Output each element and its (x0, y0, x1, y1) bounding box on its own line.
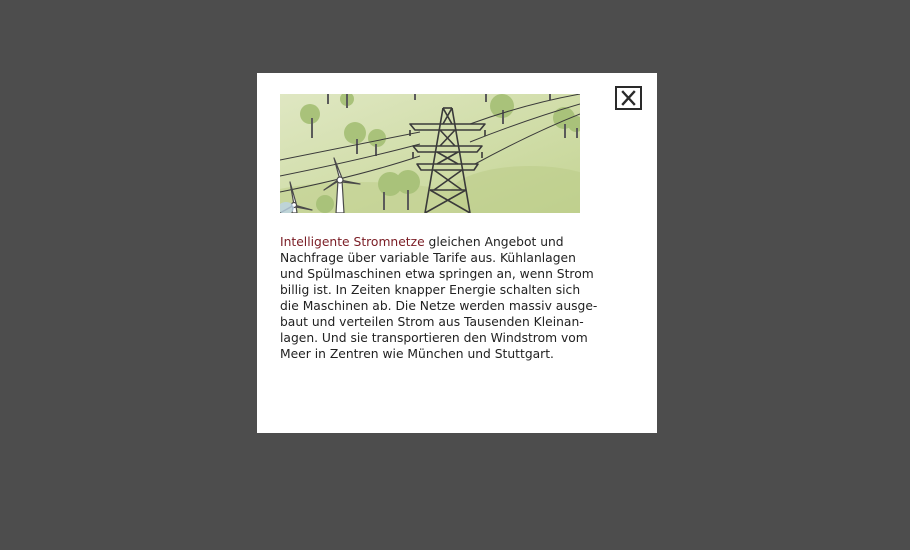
info-dialog (257, 73, 657, 433)
text-line: Nachfrage über variable Tarife aus. Kühlanlagen (280, 251, 576, 265)
text-line: baut und verteilen Strom aus Tausenden Kleinan- (280, 315, 584, 329)
text-line: und Spülmaschinen etwa springen an, wenn Strom (280, 267, 594, 281)
text-line (280, 234, 620, 250)
text-line: Meer in Zentren wie München und Stuttgart. (280, 347, 554, 361)
text-line: lagen. Und sie transportieren den Windstrom vom (280, 331, 588, 345)
close-icon (617, 88, 640, 108)
highlight-term[interactable]: Intelligente Stromnetze (280, 235, 425, 249)
power-grid-illustration (280, 94, 580, 213)
dialog-text (280, 234, 620, 362)
text-line: die Maschinen ab. Die Netze werden massiv ausge- (280, 299, 598, 313)
text-line-1-rest: gleichen Angebot und (424, 235, 564, 249)
close-button[interactable] (615, 86, 642, 110)
text-line: billig ist. In Zeiten knapper Energie schalten sich (280, 283, 581, 297)
